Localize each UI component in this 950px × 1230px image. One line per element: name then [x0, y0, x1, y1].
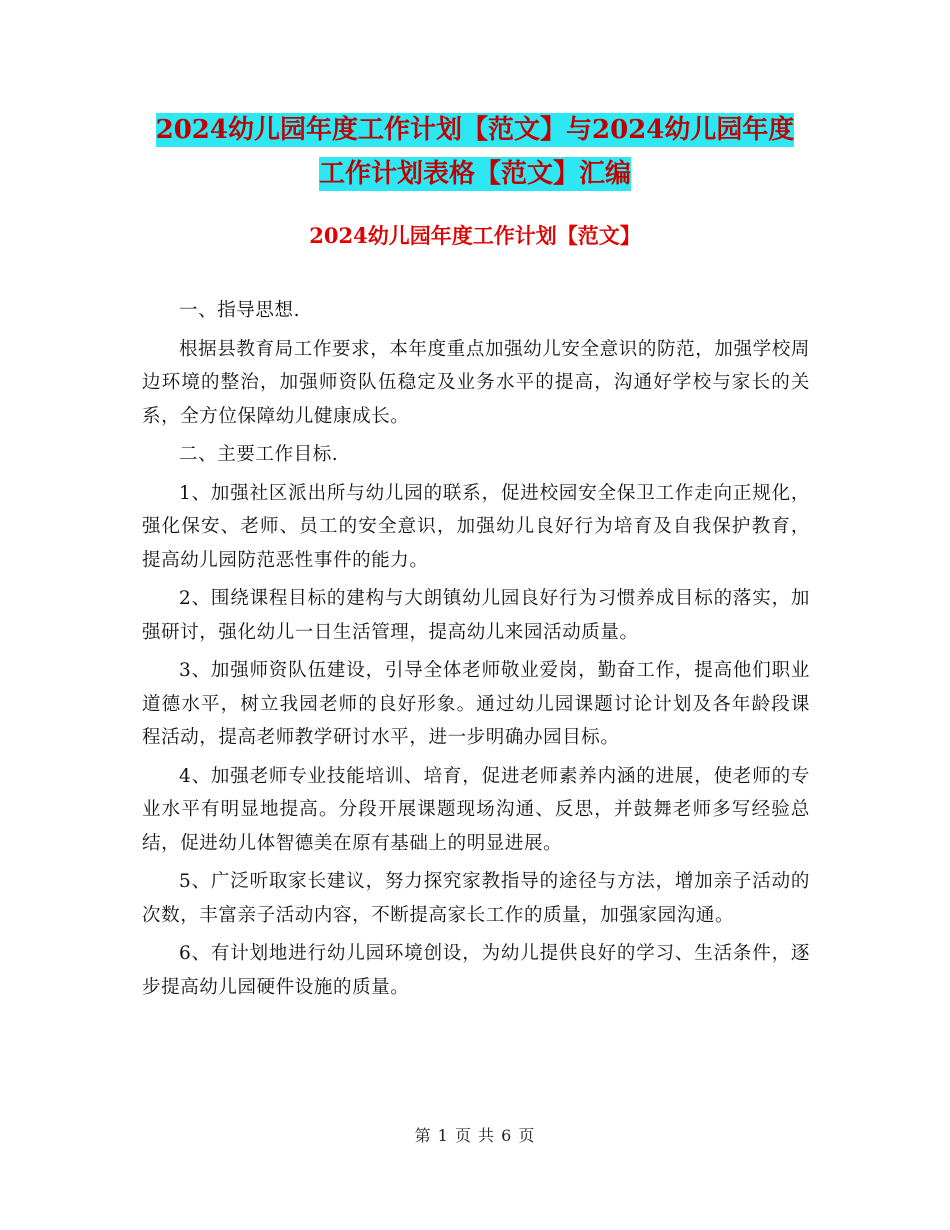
paragraph: 3、加强师资队伍建设，引导全体老师敬业爱岗，勤奋工作，提高他们职业道德水平，树立我园老师的良好形象。通过幼儿园课题讨论计划及各年龄段课程活动，提高老师教学研讨水平，进一步明确办园目标。 [142, 660, 810, 748]
section-title: 2024幼儿园年度工作计划【范文】 [309, 223, 641, 248]
paragraph: 4、加强老师专业技能培训、培育，促进老师素养内涵的进展，使老师的专业水平有明显地提高。分段开展课题现场沟通、反思，并鼓舞老师多写经验总结，促进幼儿体智德美在原有基础上的明显进展。 [142, 765, 810, 854]
paragraph: 6、有计划地进行幼儿园环境创设，为幼儿提供良好的学习、生活条件，逐步提高幼儿园硬件设施的质量。 [142, 943, 810, 998]
page-footer: 第 1 页 共 6 页 [414, 1126, 536, 1145]
paragraph-heading-main-goals: 二、主要工作目标. [179, 444, 339, 465]
document-body [142, 294, 810, 1004]
document-title-line-1 [0, 113, 950, 147]
paragraph: 根据县教育局工作要求，本年度重点加强幼儿安全意识的防范，加强学校周边环境的整治，加强师资队伍稳定及业务水平的提高，沟通好学校与家长的关系，全方位保障幼儿健康成长。 [142, 338, 810, 427]
document-title-text-2: 工作计划表格【范文】汇编 [318, 159, 631, 189]
document-title-line-2 [0, 157, 950, 191]
document-title-text-1: 2024幼儿园年度工作计划【范文】与2024幼儿园年度 [155, 115, 795, 145]
paragraph: 2、围绕课程目标的建构与大朗镇幼儿园良好行为习惯养成目标的落实，加强研讨，强化幼儿一日生活管理，提高幼儿来园活动质量。 [142, 588, 810, 643]
paragraph: 1、加强社区派出所与幼儿园的联系，促进校园安全保卫工作走向正规化，强化保安、老师、员工的安全意识，加强幼儿良好行为培育及自我保护教育，提高幼儿园防范恶性事件的能力。 [142, 482, 810, 571]
paragraph: 5、广泛听取家长建议，努力探究家教指导的途径与方法，增加亲子活动的次数，丰富亲子活动内容，不断提高家长工作的质量，加强家园沟通。 [142, 871, 810, 926]
paragraph-heading-guiding-ideology: 一、指导思想. [179, 300, 301, 321]
